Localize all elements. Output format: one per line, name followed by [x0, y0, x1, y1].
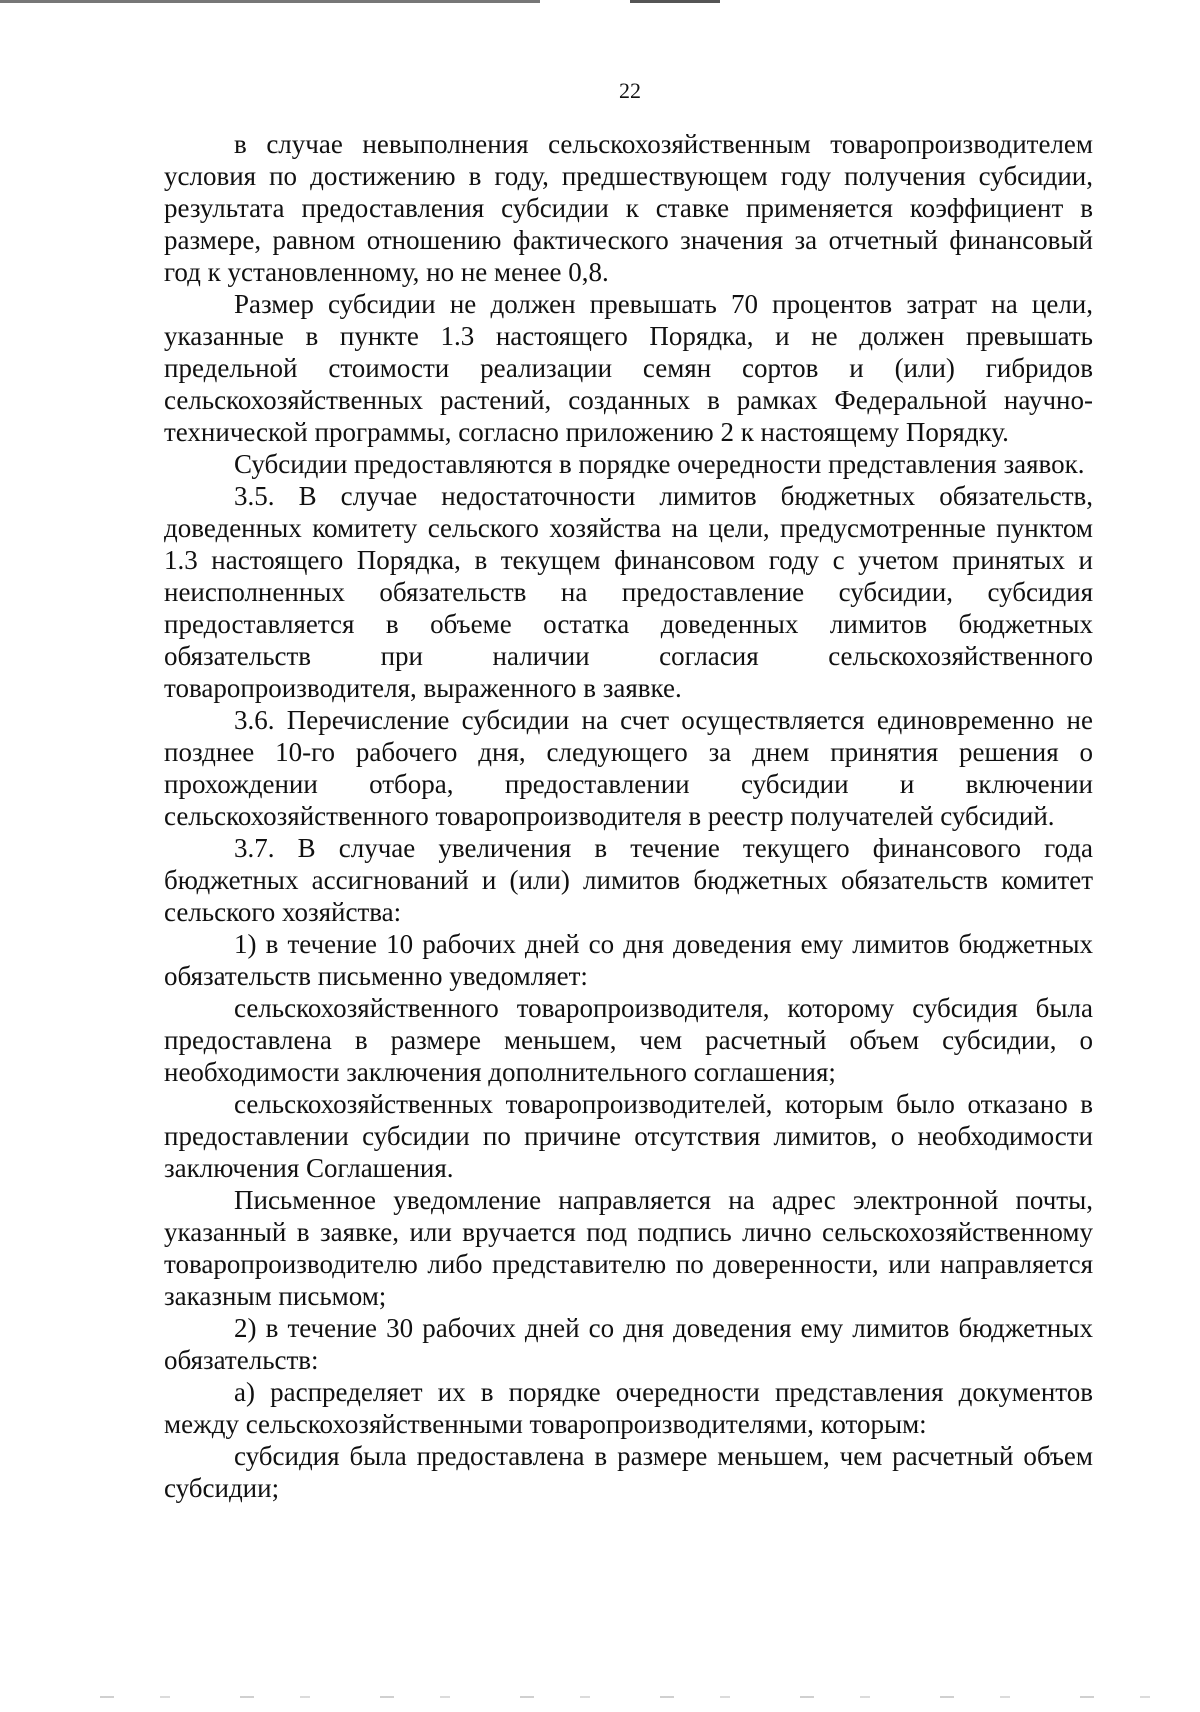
- paragraph-3-5: 3.5. В случае недостаточности лимитов бюджетных обязательств, доведенных комитету сельского хозяйства на цели, предусмотренные пунктом 1.3 настоящего Порядка, в текущем финансовом году с учетом принятых и неисполненных обязательств на предоставление субсидии, субсидия предоставляется в объеме остатка доведенных лимитов бюджетных обязательств при наличии согласия сельскохозяйственного товаропроизводителя, выраженного в заявке.: [164, 481, 1093, 703]
- paragraph-item-a: а) распределяет их в порядке очередности представления документов между сельскохозяйственными товаропроизводителями, которым:: [164, 1377, 1093, 1439]
- paragraph-3-6: 3.6. Перечисление субсидии на счет осуществляется единовременно не позднее 10-го рабочего дня, следующего за днем принятия решения о прохождении отбора, предоставлении субсидии и включении сельскохозяйственного товаропроизводителя в реестр получателей субсидий.: [164, 705, 1093, 831]
- scan-edge-top: [0, 0, 1200, 3]
- page-number: 22: [619, 78, 641, 103]
- paragraph-notify-recipient: сельскохозяйственного товаропроизводителя, которому субсидия была предоставлена в размере меньшем, чем расчетный объем субсидии, о необходимости заключения дополнительного соглашения;: [164, 993, 1093, 1087]
- document-body: [164, 128, 1093, 1504]
- paragraph-notify-refused: сельскохозяйственных товаропроизводителей, которым было отказано в предоставлении субсидии по причине отсутствия лимитов, о необходимости заключения Соглашения.: [164, 1089, 1093, 1183]
- paragraph-subsidy-size: Размер субсидии не должен превышать 70 процентов затрат на цели, указанные в пункте 1.3 настоящего Порядка, и не должен превышать предельной стоимости реализации семян сортов и (или) гибридов сельскохозяйственных растений, созданных в рамках Федеральной научно-технической программы, согласно приложению 2 к настоящему Порядку.: [164, 289, 1093, 447]
- paragraph-item-2: 2) в течение 30 рабочих дней со дня доведения ему лимитов бюджетных обязательств:: [164, 1313, 1093, 1375]
- paragraph-written-notice: Письменное уведомление направляется на адрес электронной почты, указанный в заявке, или вручается под подпись лично сельскохозяйственному товаропроизводителю либо представителю по доверенности, или направляется заказным письмом;: [164, 1185, 1093, 1311]
- scan-edge-bottom: [100, 1696, 1190, 1698]
- paragraph-order: Субсидии предоставляются в порядке очередности представления заявок.: [234, 449, 1085, 479]
- paragraph-item-1: 1) в течение 10 рабочих дней со дня доведения ему лимитов бюджетных обязательств письменно уведомляет:: [164, 929, 1093, 991]
- paragraph-coefficient: в случае невыполнения сельскохозяйственным товаропроизводителем условия по достижению в году, предшествующем году получения субсидии, результата предоставления субсидии к ставке применяется коэффициент в размере, равном отношению фактического значения за отчетный финансовый год к установленному, но не менее 0,8.: [164, 129, 1093, 287]
- paragraph-3-7: 3.7. В случае увеличения в течение текущего финансового года бюджетных ассигнований и (или) лимитов бюджетных обязательств комитет сельского хозяйства:: [164, 833, 1093, 927]
- paragraph-subsidy-smaller: субсидия была предоставлена в размере меньшем, чем расчетный объем субсидии;: [164, 1441, 1093, 1503]
